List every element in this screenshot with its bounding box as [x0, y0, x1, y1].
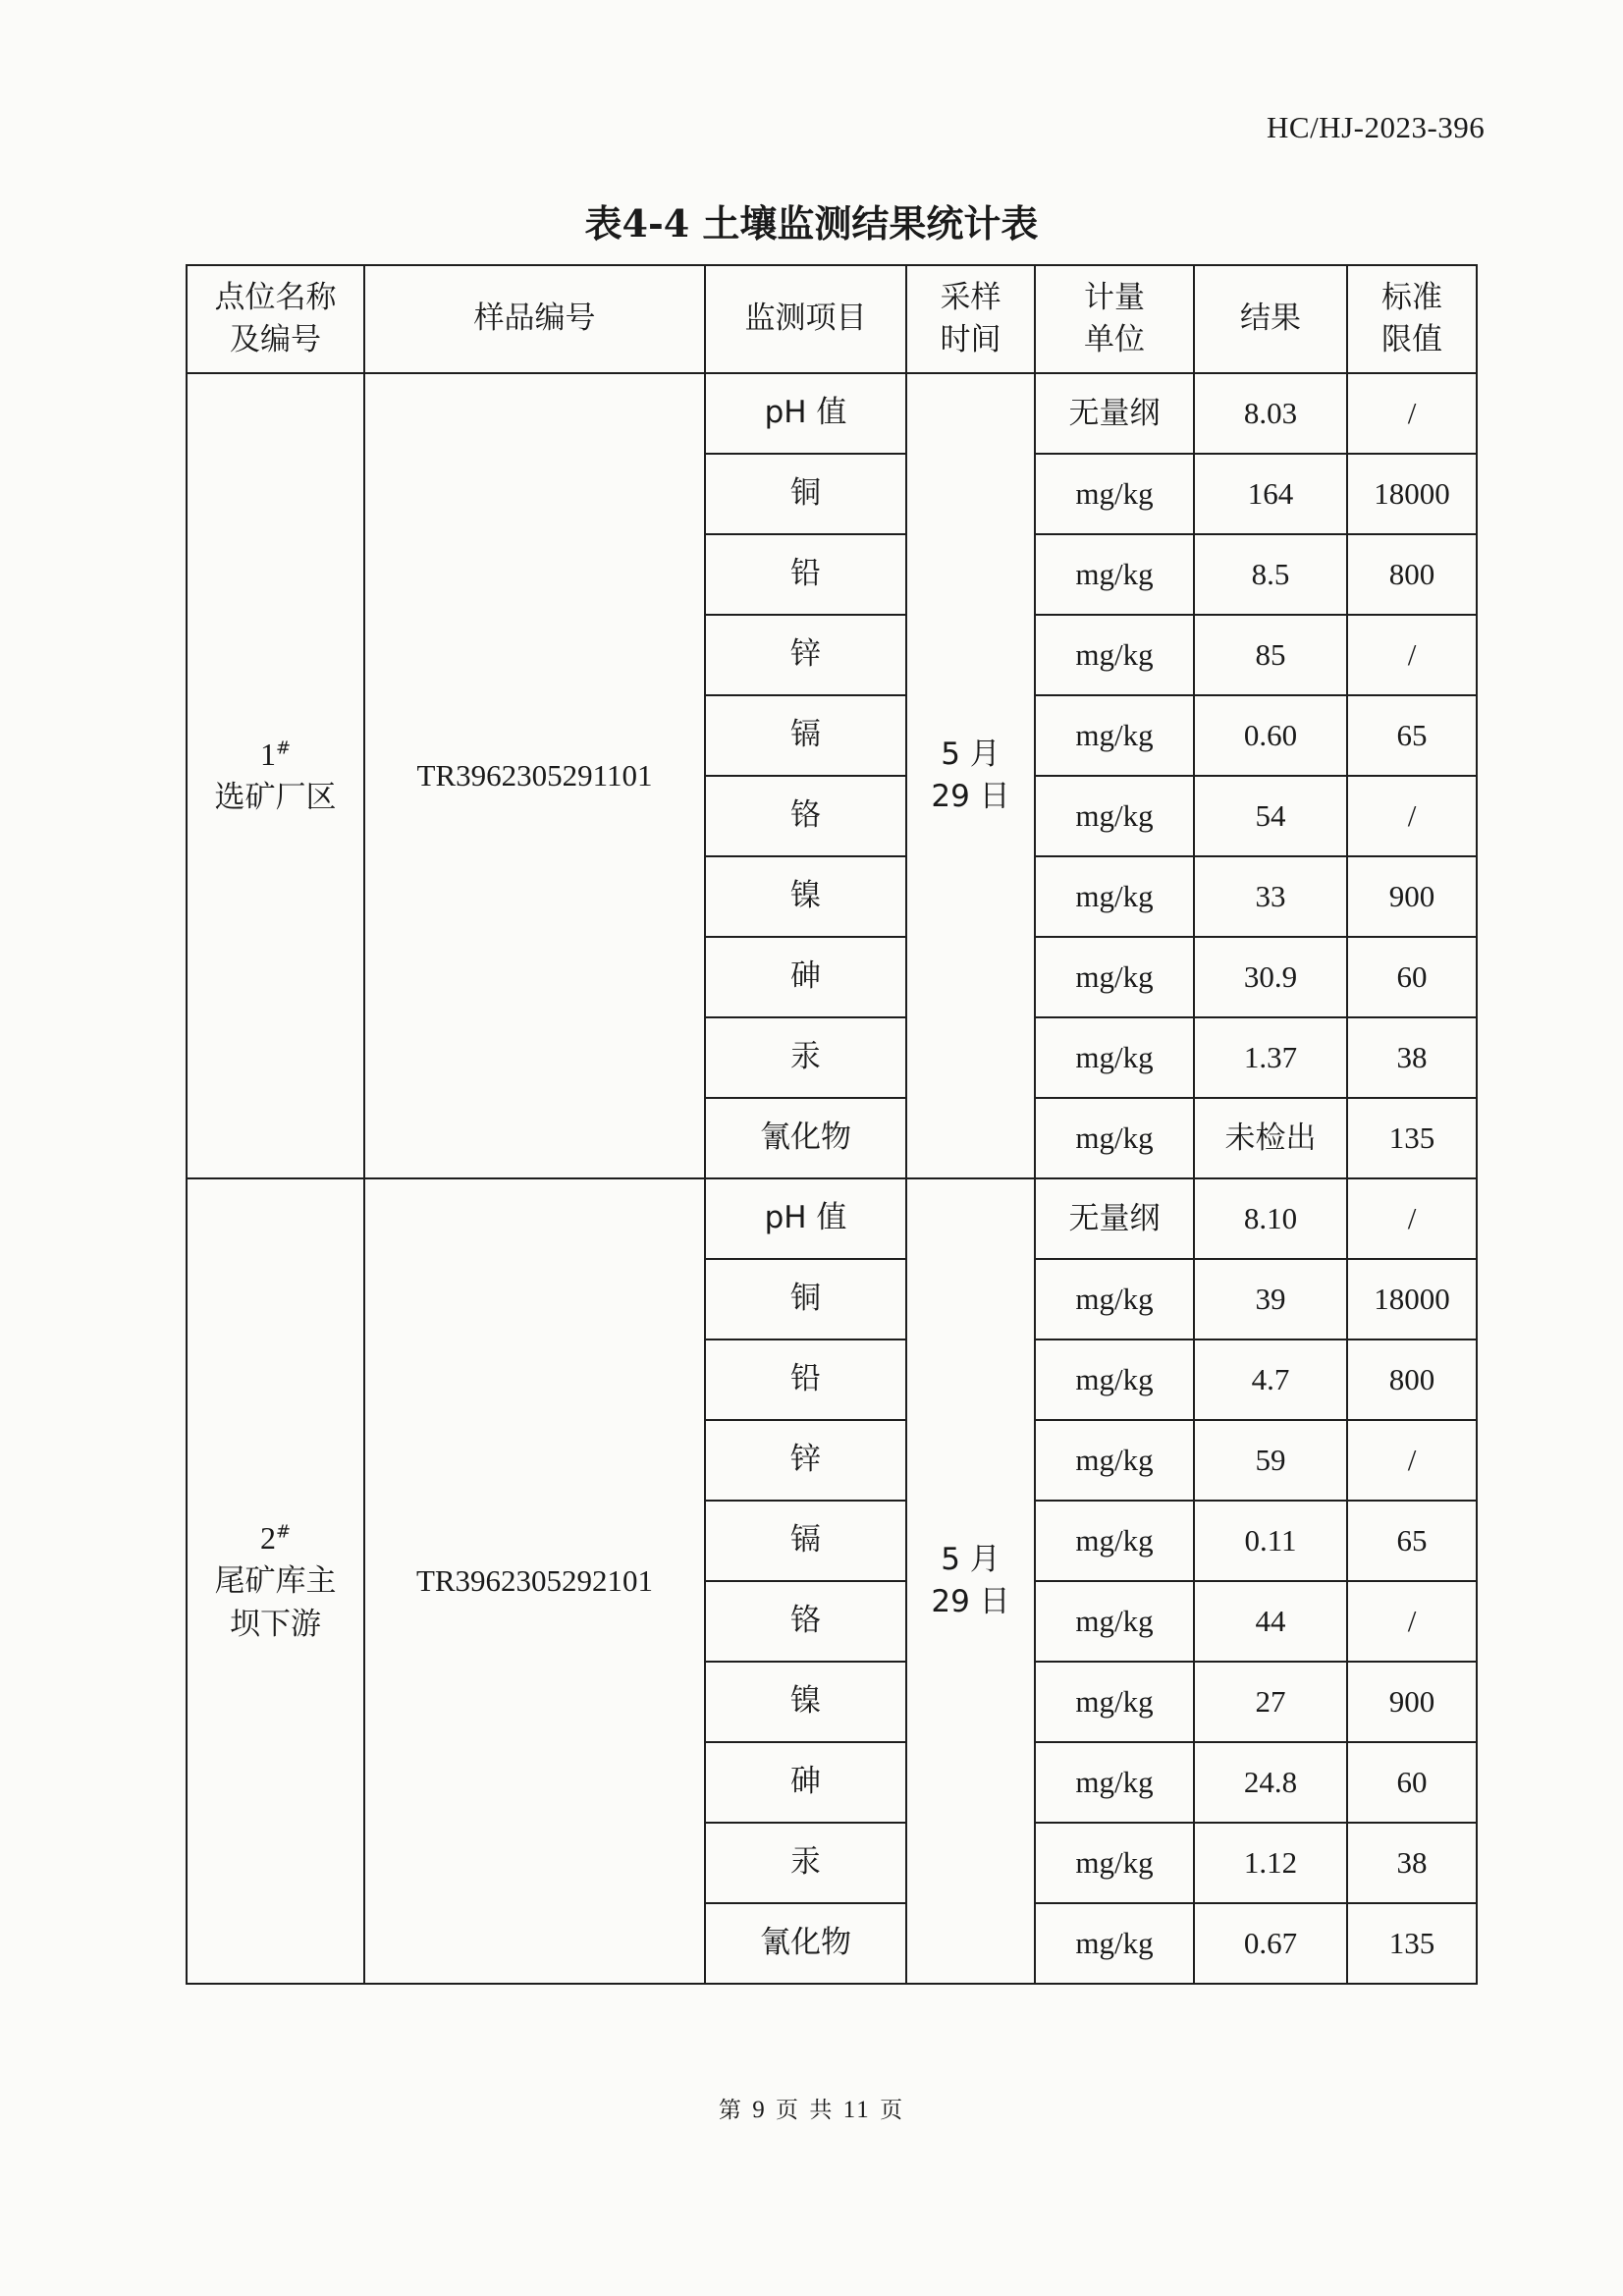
point-name-cell: [187, 1178, 364, 1984]
point-name-line: 坝下游: [230, 1606, 321, 1642]
unit-cell: mg/kg: [1035, 1501, 1194, 1581]
unit-cell: mg/kg: [1035, 1098, 1194, 1178]
limit-cell: 900: [1347, 1662, 1477, 1742]
header-item: 监测项目: [705, 265, 906, 373]
limit-cell: 65: [1347, 1501, 1477, 1581]
header-point-line-2: 及编号: [230, 322, 321, 357]
unit-cell: mg/kg: [1035, 695, 1194, 776]
unit-cell: mg/kg: [1035, 454, 1194, 534]
sample-id-cell: TR3962305292101: [364, 1178, 705, 1984]
unit-cell: mg/kg: [1035, 856, 1194, 937]
header-unit: [1035, 265, 1194, 373]
unit-cell: mg/kg: [1035, 534, 1194, 615]
limit-cell: 60: [1347, 937, 1477, 1017]
result-cell: 8.03: [1194, 373, 1347, 454]
unit-cell: mg/kg: [1035, 1581, 1194, 1662]
item-cell: 镍: [705, 856, 906, 937]
header-time-line-1: 采样: [940, 279, 1001, 315]
header-limit: [1347, 265, 1477, 373]
header-point-line-1: 点位名称: [214, 279, 337, 315]
point-name-line: 尾矿库主: [214, 1563, 337, 1600]
result-cell: 0.67: [1194, 1903, 1347, 1984]
result-cell: 54: [1194, 776, 1347, 856]
limit-cell: 135: [1347, 1098, 1477, 1178]
footer-suffix: 页: [880, 2098, 905, 2123]
point-number-value: 2: [259, 1519, 276, 1556]
item-cell: 砷: [705, 937, 906, 1017]
limit-cell: /: [1347, 1178, 1477, 1259]
footer-page-number: 9: [752, 2097, 767, 2123]
limit-cell: 38: [1347, 1017, 1477, 1098]
point-number: [188, 733, 363, 777]
result-cell: 1.12: [1194, 1823, 1347, 1903]
limit-cell: 800: [1347, 534, 1477, 615]
item-cell: 锌: [705, 1420, 906, 1501]
result-cell: 未检出: [1194, 1098, 1347, 1178]
header-unit-line-1: 计量: [1084, 279, 1145, 315]
limit-cell: 65: [1347, 695, 1477, 776]
sampling-date-line: 5 月: [941, 1541, 1001, 1577]
result-cell: 30.9: [1194, 937, 1347, 1017]
result-cell: 27: [1194, 1662, 1347, 1742]
point-name-cell: [187, 373, 364, 1178]
header-time: [906, 265, 1035, 373]
point-number-mark: #: [275, 738, 292, 759]
item-cell: 镍: [705, 1662, 906, 1742]
header-time-line-2: 时间: [940, 322, 1001, 357]
sample-id-cell: TR3962305291101: [364, 373, 705, 1178]
unit-cell: mg/kg: [1035, 1823, 1194, 1903]
item-cell: pH 值: [705, 1178, 906, 1259]
item-cell: 铜: [705, 1259, 906, 1339]
result-cell: 164: [1194, 454, 1347, 534]
limit-cell: 38: [1347, 1823, 1477, 1903]
sampling-date-line: 29 日: [931, 1584, 1010, 1619]
result-cell: 8.5: [1194, 534, 1347, 615]
result-cell: 1.37: [1194, 1017, 1347, 1098]
table-header-row: [187, 265, 1477, 373]
footer-total-pages: 11: [842, 2097, 871, 2123]
result-cell: 59: [1194, 1420, 1347, 1501]
limit-cell: 900: [1347, 856, 1477, 937]
footer-prefix: 第: [718, 2098, 743, 2123]
limit-cell: /: [1347, 1581, 1477, 1662]
result-cell: 33: [1194, 856, 1347, 937]
limit-cell: /: [1347, 776, 1477, 856]
result-cell: 39: [1194, 1259, 1347, 1339]
limit-cell: 60: [1347, 1742, 1477, 1823]
unit-cell: mg/kg: [1035, 1742, 1194, 1823]
item-cell: 铅: [705, 534, 906, 615]
point-name-line: 选矿厂区: [214, 780, 337, 815]
sampling-date-cell: [906, 373, 1035, 1178]
table-caption: 表4-4 土壤监测结果统计表: [584, 201, 1039, 246]
item-cell: pH 值: [705, 373, 906, 454]
report-code: HC/HJ-2023-396: [1267, 110, 1486, 144]
limit-cell: 135: [1347, 1903, 1477, 1984]
table-row: [187, 373, 1477, 454]
sampling-date-cell: [906, 1178, 1035, 1984]
unit-cell: mg/kg: [1035, 776, 1194, 856]
point-number-value: 1: [259, 736, 276, 772]
item-cell: 铬: [705, 1581, 906, 1662]
header-unit-line-2: 单位: [1084, 322, 1145, 357]
limit-cell: /: [1347, 373, 1477, 454]
sampling-date-line: 5 月: [941, 736, 1001, 772]
unit-cell: mg/kg: [1035, 1339, 1194, 1420]
header-point: [187, 265, 364, 373]
item-cell: 铜: [705, 454, 906, 534]
limit-cell: /: [1347, 1420, 1477, 1501]
result-cell: 0.11: [1194, 1501, 1347, 1581]
item-cell: 砷: [705, 1742, 906, 1823]
item-cell: 铬: [705, 776, 906, 856]
limit-cell: 800: [1347, 1339, 1477, 1420]
header-limit-line-1: 标准: [1381, 279, 1442, 315]
point-number-mark: #: [275, 1521, 292, 1543]
result-cell: 24.8: [1194, 1742, 1347, 1823]
header-limit-line-2: 限值: [1381, 322, 1442, 357]
sampling-date-line: 29 日: [931, 779, 1010, 814]
point-number: [188, 1516, 363, 1560]
result-cell: 4.7: [1194, 1339, 1347, 1420]
unit-cell: mg/kg: [1035, 1259, 1194, 1339]
footer-middle: 页 共: [776, 2098, 835, 2123]
result-cell: 85: [1194, 615, 1347, 695]
header-result: 结果: [1194, 265, 1347, 373]
unit-cell: mg/kg: [1035, 615, 1194, 695]
item-cell: 氰化物: [705, 1098, 906, 1178]
unit-cell: mg/kg: [1035, 1420, 1194, 1501]
unit-cell: mg/kg: [1035, 1903, 1194, 1984]
result-cell: 0.60: [1194, 695, 1347, 776]
soil-results-table: [186, 264, 1478, 1985]
unit-cell: mg/kg: [1035, 937, 1194, 1017]
page-footer: [0, 2092, 1623, 2124]
unit-cell: 无量纲: [1035, 373, 1194, 454]
unit-cell: mg/kg: [1035, 1662, 1194, 1742]
item-cell: 氰化物: [705, 1903, 906, 1984]
limit-cell: 18000: [1347, 454, 1477, 534]
unit-cell: 无量纲: [1035, 1178, 1194, 1259]
item-cell: 汞: [705, 1017, 906, 1098]
unit-cell: mg/kg: [1035, 1017, 1194, 1098]
limit-cell: /: [1347, 615, 1477, 695]
item-cell: 锌: [705, 615, 906, 695]
result-cell: 44: [1194, 1581, 1347, 1662]
item-cell: 汞: [705, 1823, 906, 1903]
table-row: [187, 1178, 1477, 1259]
item-cell: 铅: [705, 1339, 906, 1420]
item-cell: 镉: [705, 695, 906, 776]
header-sample-id: 样品编号: [364, 265, 705, 373]
limit-cell: 18000: [1347, 1259, 1477, 1339]
result-cell: 8.10: [1194, 1178, 1347, 1259]
item-cell: 镉: [705, 1501, 906, 1581]
